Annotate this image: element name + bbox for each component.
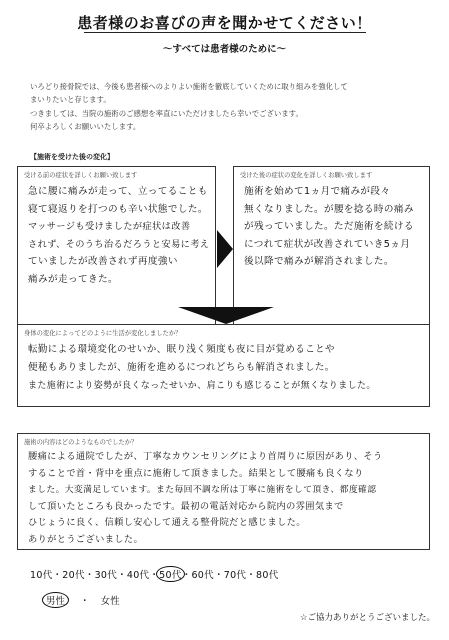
handwritten-line: することで首・背中を重点に施術して頂きました。結果として腰痛も良くなり <box>28 467 364 479</box>
treatment-impression-text <box>28 449 383 548</box>
handwritten-line: されず、そのうち治るだろうと安易に考え <box>28 238 210 250</box>
life-change-box <box>17 324 430 407</box>
title-underline <box>84 32 366 33</box>
age-selection <box>30 566 420 582</box>
handwritten-line: 腰痛による通院でしたが、丁寧なカウンセリングにより首周りに原因があり、そう <box>28 451 383 462</box>
intro-line: いろどり接骨院では、今後も患者様へのよりよい施術を徹底していくために取り組みを強化して <box>30 82 348 91</box>
handwritten-line: また施術により姿勢が良くなったせいか、肩こりも感じることが無くなりました。 <box>28 381 376 391</box>
symptoms-before-label: 受ける前の症状を詳しくお願い致します <box>24 172 138 179</box>
symptoms-after-text <box>244 183 414 271</box>
age-options: 10代・20代・30代・40代・ <box>30 570 160 581</box>
handwritten-line: が残っていました。ただ施術を続ける <box>244 221 414 232</box>
handwritten-line: 施術を始めて1ヵ月で痛みが段々 <box>244 186 391 197</box>
arrow-down-icon <box>178 307 274 324</box>
gender-female: 女性 <box>100 596 120 607</box>
gender-selection <box>42 592 120 608</box>
life-change-label: 身体の変化によってどのように生活が変化しましたか？ <box>24 330 182 337</box>
handwritten-line: して頂いたところも良かったです。最初の電話対応から院内の雰囲気まで <box>28 500 344 512</box>
treatment-impression-label: 施術の内容はどのようなものでしたか？ <box>24 439 138 446</box>
handwritten-line: につれて症状が改善されていき5ヵ月 <box>244 238 411 250</box>
page-title: 患者様のお喜びの声を聞かせてください！ <box>77 14 372 32</box>
gender-separator: ・ <box>80 596 90 607</box>
page-subtitle: ～すべては患者様のために～ <box>162 44 287 55</box>
thanks-note: ☆ご協力ありがとうございました。 <box>299 613 435 623</box>
handwritten-line: 便秘もありましたが、施術を進めるにつれどちらも解消されました。 <box>28 362 335 373</box>
age-options: ・60代・70代・80代 <box>181 570 279 581</box>
intro-line: つきましては、当院の施術のご感想を率直にいただけましたら幸いでございます。 <box>30 108 303 118</box>
age-selected: 50代 <box>156 566 185 582</box>
arrow-right-icon <box>217 230 233 268</box>
symptoms-after-label: 受けた後の症状の変化を詳しくお願い致します <box>240 172 373 179</box>
handwritten-line: ました。大変満足しています。また毎回不調な所は丁寧に施術をして頂き、都度確認 <box>28 485 377 495</box>
intro-text <box>30 80 425 134</box>
life-change-text <box>28 341 376 395</box>
handwritten-line: 無くなりました。が腰を捻る時の痛み <box>244 203 414 215</box>
intro-line: まいりたいと存じます。 <box>30 95 111 105</box>
section-label: 【施術を受けた後の変化】 <box>30 153 114 161</box>
treatment-impression-box <box>17 433 430 550</box>
symptoms-after-box <box>233 166 430 328</box>
gender-selected-male: 男性 <box>42 592 69 608</box>
handwritten-line: 寝て寝返りを打つのも辛い状態でした。 <box>28 203 208 215</box>
handwritten-line: マッサージも受けましたが症状は改善 <box>28 221 191 232</box>
intro-line: 何卒よろしくお願いいたします。 <box>30 122 141 132</box>
handwritten-line: ひじょうに良く、信頼し安心して通える整骨院だと感じました。 <box>28 517 306 528</box>
handwritten-line: 後以降で痛みが解消されました。 <box>244 256 394 267</box>
handwritten-line: ていましたが改善されず再度強い <box>28 256 178 267</box>
symptoms-before-box <box>17 166 216 328</box>
handwritten-line: 急に腰に痛みが走って、立ってることも <box>28 186 208 197</box>
handwritten-line: ありがとうございました。 <box>28 533 144 545</box>
handwritten-line: 転勤による環境変化のせいか、眠り浅く頻度も夜に目が覚めることや <box>28 344 335 355</box>
symptoms-before-text <box>28 183 209 288</box>
handwritten-line: 痛みが走ってきた。 <box>28 273 118 285</box>
